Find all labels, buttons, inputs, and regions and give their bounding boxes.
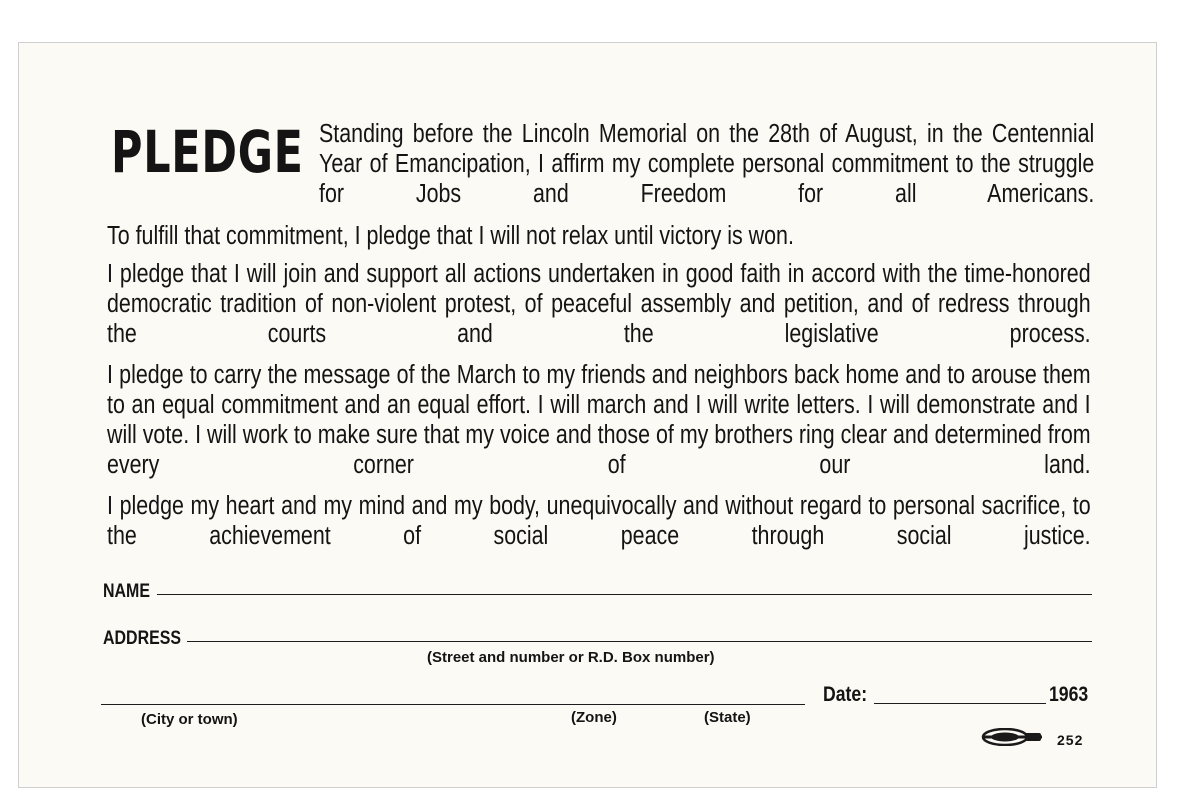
name-field[interactable] [157,594,1092,595]
form-number: 252 [1057,732,1084,748]
name-label: NAME [103,581,151,602]
date-field[interactable] [874,703,1046,704]
address-hint: (Street and number or R.D. Box number) [427,649,715,666]
address-field[interactable] [187,641,1092,642]
zone-label: (Zone) [571,709,617,726]
union-label-icon [981,728,1043,746]
address-label: ADDRESS [103,628,182,649]
city-label: (City or town) [141,711,238,728]
pledge-title: PLEDGE [111,118,304,186]
pledge-paragraph-1: To fulfill that commitment, I pledge that I will not relax until victory is won. [107,222,794,250]
city-zone-state-field[interactable] [101,704,805,705]
date-label: Date: [823,683,868,706]
pledge-paragraph-2: I pledge that I will join and support all actions undertaken in good faith in accord with the time-honored democratic tradition of non-violent protest, of peaceful assembly and petition, and of redress through the courts and the legislative process. [107,260,1091,348]
pledge-card [18,42,1157,788]
state-label: (State) [704,709,751,726]
year-label: 1963 [1049,683,1089,706]
pledge-paragraph-4: I pledge my heart and my mind and my body, unequivocally and without regard to personal sacrifice, to the achievement of social peace through social justice. [107,492,1091,550]
pledge-intro: Standing before the Lincoln Memorial on the 28th of August, in the Centennial Year of Emancipation, I affirm my complete personal commitment to the struggle for Jobs and Freedom for all Americans. [319,120,1095,208]
pledge-paragraph-3: I pledge to carry the message of the March to my friends and neighbors back home and to arouse them to an equal commitment and an equal effort. I will march and I will write letters. I will demonstrate and I will vote. I will work to make sure that my voice and those of my brothers ring clear and determined from every corner of our land. [107,361,1091,479]
